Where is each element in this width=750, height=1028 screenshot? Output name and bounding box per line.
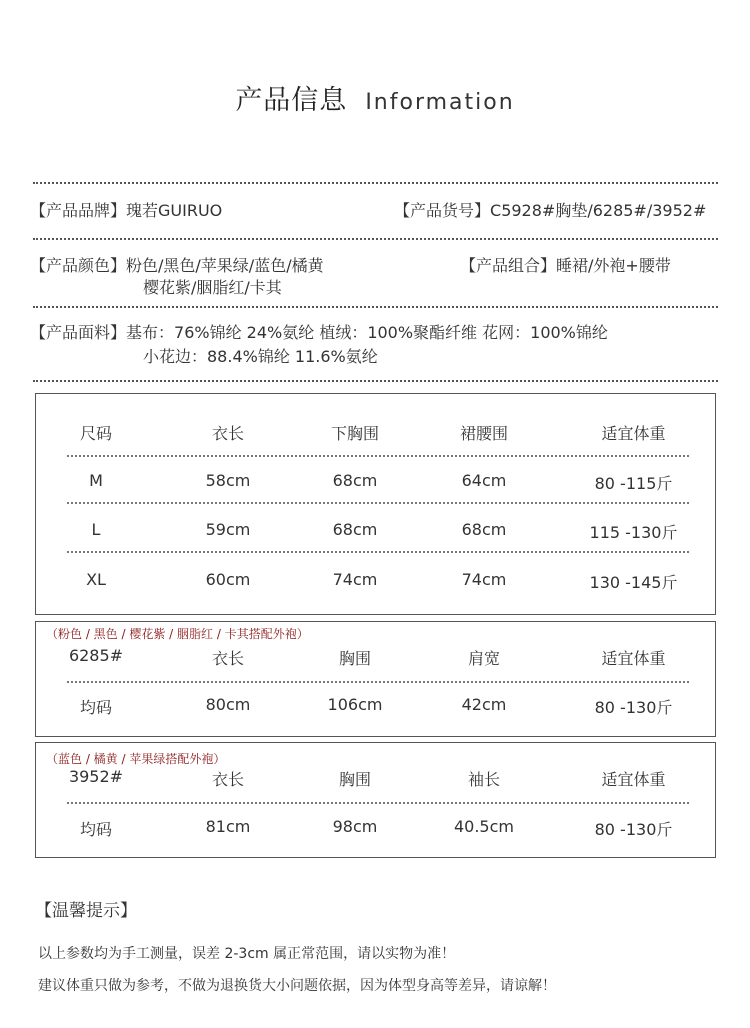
size-table-header <box>36 421 715 445</box>
header-cell: 袖长 <box>467 770 500 789</box>
brand-label: 【产品品牌】 <box>30 201 127 220</box>
table-cell: XL <box>86 570 106 589</box>
header-cell: 下胸围 <box>330 424 379 443</box>
header-cell: 衣长 <box>211 649 244 668</box>
robe-6285-table <box>35 621 716 737</box>
divider <box>67 551 689 553</box>
header-cell: 胸围 <box>338 770 371 789</box>
table-cell: 68cm <box>332 471 378 490</box>
divider <box>33 306 718 308</box>
title-en: Information <box>365 90 515 115</box>
table-cell: 80 -115斤 <box>594 474 673 493</box>
robe-3952-table <box>35 742 716 858</box>
combo-label: 【产品组合】 <box>460 256 557 275</box>
table-cell: M <box>89 471 103 490</box>
table-cell: 60cm <box>205 570 251 589</box>
divider <box>67 455 689 457</box>
brand-info <box>30 199 222 223</box>
table-cell: 68cm <box>332 520 378 539</box>
table-cell: 64cm <box>461 471 507 490</box>
table-row <box>36 570 715 594</box>
fabric-info <box>30 321 608 345</box>
table-cell: 58cm <box>205 471 251 490</box>
table-cell: 115 -130斤 <box>589 523 678 542</box>
header-cell: 尺码 <box>79 424 112 443</box>
header-cell: 肩宽 <box>467 649 500 668</box>
combo-value: 睡裙/外袍+腰带 <box>556 256 671 275</box>
table-cell: 74cm <box>332 570 378 589</box>
divider <box>67 802 689 804</box>
header-cell: 裙腰围 <box>459 424 508 443</box>
divider <box>67 502 689 504</box>
header-cell: 3952# <box>68 767 124 786</box>
color-value-line1: 粉色/黑色/苹果绿/蓝色/橘黄 <box>126 256 324 275</box>
header-cell: 适宜体重 <box>601 649 666 668</box>
table-cell: 74cm <box>461 570 507 589</box>
tips-title: 【温馨提示】 <box>35 901 137 921</box>
table-row <box>36 471 715 495</box>
header-cell: 适宜体重 <box>601 770 666 789</box>
tip-line-2: 建议体重只做为参考，不做为退换货大小问题依据，因为体型身高等差异，请谅解！ <box>38 978 556 994</box>
divider <box>33 238 718 240</box>
table-cell: 均码 <box>79 820 112 839</box>
sku-label: 【产品货号】 <box>394 201 491 220</box>
combo-info <box>460 254 671 278</box>
robe-6285-note: （粉色 / 黑色 / 樱花紫 / 胭脂红 / 卡其搭配外袍） <box>46 627 309 641</box>
header-cell: 衣长 <box>211 770 244 789</box>
header-cell: 胸围 <box>338 649 371 668</box>
table-cell: 106cm <box>327 695 383 714</box>
table-cell: 80 -130斤 <box>594 698 673 717</box>
robe-6285-header <box>36 646 715 670</box>
header-cell: 适宜体重 <box>601 424 666 443</box>
table-cell: L <box>91 520 101 539</box>
sku-info <box>394 199 706 223</box>
table-row <box>36 817 715 841</box>
fabric-value-line1: 基布：76%锦纶 24%氨纶 植绒：100%聚酯纤维 花网：100%锦纶 <box>126 323 608 342</box>
table-cell: 均码 <box>79 698 112 717</box>
page-title <box>0 78 750 117</box>
color-value-line2: 樱花紫/胭脂红/卡其 <box>143 278 282 297</box>
header-cell: 6285# <box>68 646 124 665</box>
fabric-label: 【产品面料】 <box>30 323 127 342</box>
table-cell: 68cm <box>461 520 507 539</box>
table-cell: 80 -130斤 <box>594 820 673 839</box>
title-cn: 产品信息 <box>235 85 348 116</box>
tip-line-1: 以上参数均为手工测量，误差 2-3cm 属正常范围，请以实物为准！ <box>38 946 456 962</box>
size-table <box>35 393 716 615</box>
robe-3952-header <box>36 767 715 791</box>
sku-value: C5928#胸垫/6285#/3952# <box>490 201 707 220</box>
table-row <box>36 520 715 544</box>
fabric-value-line2: 小花边：88.4%锦纶 11.6%氨纶 <box>143 347 378 366</box>
table-cell: 98cm <box>332 817 378 836</box>
divider <box>33 380 718 382</box>
table-cell: 42cm <box>461 695 507 714</box>
color-info <box>30 254 324 278</box>
header-cell: 衣长 <box>211 424 244 443</box>
divider <box>33 182 718 184</box>
table-cell: 81cm <box>205 817 251 836</box>
table-cell: 59cm <box>205 520 251 539</box>
table-row <box>36 695 715 719</box>
table-cell: 40.5cm <box>453 817 514 836</box>
table-cell: 80cm <box>205 695 251 714</box>
divider <box>67 681 689 683</box>
color-label: 【产品颜色】 <box>30 256 127 275</box>
robe-3952-note: （蓝色 / 橘黄 / 苹果绿搭配外袍） <box>46 752 226 766</box>
table-cell: 130 -145斤 <box>589 573 678 592</box>
brand-value: 瑰若GUIRUO <box>126 201 223 220</box>
